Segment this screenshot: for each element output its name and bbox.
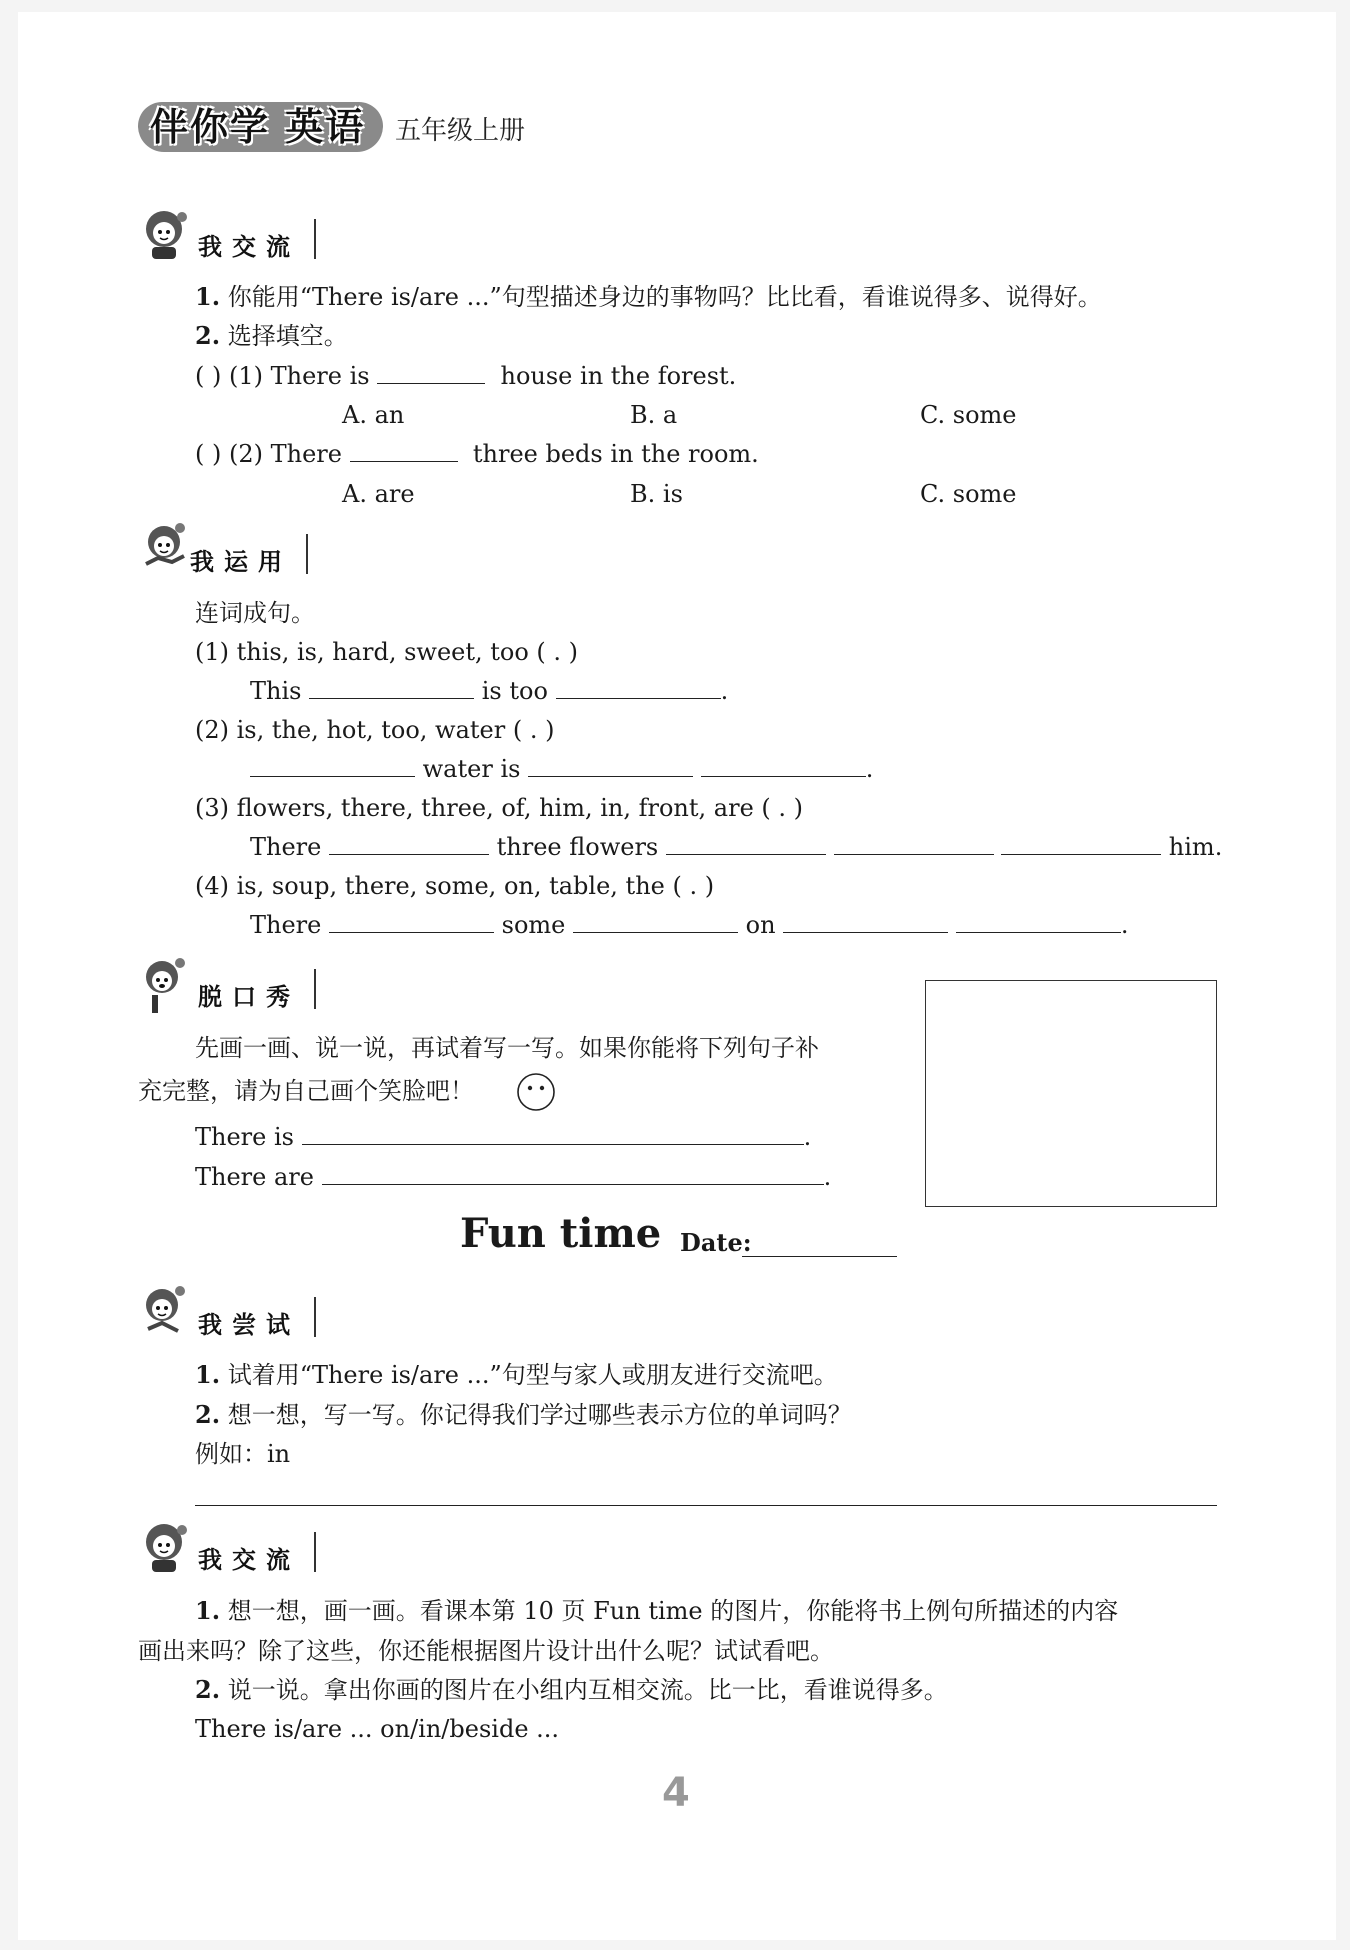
mascot-girl-icon <box>138 1518 194 1578</box>
s2-q3-answer: There three flowers him. <box>250 833 1223 861</box>
fun-time-title: Fun time <box>460 1210 662 1257</box>
section-header-apply <box>138 520 338 580</box>
fill-blank[interactable] <box>322 1162 824 1185</box>
s2-q4-answer: There some on . <box>250 911 1129 939</box>
section-header-communicate-2 <box>138 1518 338 1578</box>
fill-blank[interactable] <box>783 910 948 933</box>
date-label: Date: <box>680 1228 752 1257</box>
grade-label: 五年级上册 <box>395 116 526 146</box>
section-title: 我尝试 <box>198 1311 300 1339</box>
title-divider <box>314 1297 316 1337</box>
mascot-girl-icon <box>138 1283 194 1343</box>
fill-blank[interactable] <box>956 910 1121 933</box>
section-title: 我交流 <box>198 1546 300 1574</box>
answer-paren: ( ) <box>195 362 222 390</box>
section-title: 脱口秀 <box>198 983 300 1011</box>
s2-q2-answer: water is . <box>250 754 873 784</box>
s4-example: 例如：in <box>195 1440 291 1468</box>
fill-blank[interactable] <box>302 1122 804 1145</box>
s3-there-is-line: There is . <box>195 1123 812 1151</box>
s1-question-1: 1. 你能用“There is/are ...”句型描述身边的事物吗？比比看，看谁说得多、说得好。 <box>195 282 1102 311</box>
s2-q4-words: (4) is, soup, there, some, on, table, the ( . ) <box>195 872 715 900</box>
s3-instruction-line2: 充完整，请为自己画个笑脸吧！ <box>138 1077 474 1105</box>
s5-question-1-line1: 1. 想一想，画一画。看课本第 10 页 Fun time 的图片，你能将书上例句所描述的内容 <box>195 1596 1119 1625</box>
fill-blank[interactable] <box>666 832 826 855</box>
s2-q1-answer: This is too . <box>250 677 729 705</box>
fill-blank[interactable] <box>329 832 489 855</box>
title-divider <box>314 219 316 259</box>
s4-question-1: 1. 试着用“There is/are ...”句型与家人或朋友进行交流吧。 <box>195 1360 838 1389</box>
s3-there-are-line: There are . <box>195 1163 832 1191</box>
mascot-girl-icon <box>138 205 194 265</box>
s5-question-1-line2: 画出来吗？除了这些，你还能根据图片设计出什么呢？试试看吧。 <box>138 1637 834 1665</box>
date-field[interactable] <box>742 1256 897 1257</box>
option-a[interactable]: A. an <box>342 401 405 429</box>
s2-q3-words: (3) flowers, there, three, of, him, in, front, are ( . ) <box>195 794 804 822</box>
fill-blank[interactable] <box>556 676 721 699</box>
smiley-face-icon[interactable] <box>516 1072 556 1112</box>
section-header-try <box>138 1283 338 1343</box>
s2-intro: 连词成句。 <box>195 599 315 627</box>
option-b[interactable]: B. a <box>630 401 678 429</box>
fill-blank[interactable] <box>250 754 415 777</box>
fill-blank[interactable] <box>377 361 485 384</box>
fill-blank[interactable] <box>329 910 494 933</box>
option-c[interactable]: C. some <box>920 480 1017 508</box>
s4-question-2: 2. 想一想，写一写。你记得我们学过哪些表示方位的单词吗？ <box>195 1400 852 1429</box>
mascot-girl-icon <box>138 955 194 1015</box>
choice-item-1[interactable]: ( ) (1) There is house in the forest. <box>195 362 737 390</box>
choice-item-2[interactable]: ( ) (2) There three beds in the room. <box>195 440 759 468</box>
title-divider <box>306 534 308 574</box>
brand-title: 伴你学 英语 <box>150 105 366 149</box>
page-number: 4 <box>662 1770 690 1816</box>
title-divider <box>314 1532 316 1572</box>
s3-instruction-line1: 先画一画、说一说，再试着写一写。如果你能将下列句子补 <box>195 1034 819 1062</box>
section-header-communicate <box>138 205 338 265</box>
option-c[interactable]: C. some <box>920 401 1017 429</box>
s1-question-2: 2. 选择填空。 <box>195 321 348 350</box>
fill-blank[interactable] <box>573 910 738 933</box>
mascot-girl-icon <box>138 520 194 580</box>
answer-paren: ( ) <box>195 440 222 468</box>
s2-q1-words: (1) this, is, hard, sweet, too ( . ) <box>195 638 579 666</box>
fill-blank[interactable] <box>350 439 458 462</box>
option-a[interactable]: A. are <box>342 480 415 508</box>
fill-blank[interactable] <box>834 832 994 855</box>
fill-blank[interactable] <box>1001 832 1161 855</box>
section-title: 我运用 <box>190 548 292 576</box>
fill-blank[interactable] <box>309 676 474 699</box>
s5-sentence-pattern: There is/are ... on/in/beside ... <box>195 1715 560 1743</box>
title-divider <box>314 969 316 1009</box>
option-b[interactable]: B. is <box>630 480 683 508</box>
s2-q2-words: (2) is, the, hot, too, water ( . ) <box>195 716 555 744</box>
answer-line[interactable] <box>195 1505 1217 1506</box>
fill-blank[interactable] <box>528 754 693 777</box>
section-title: 我交流 <box>198 233 300 261</box>
section-header-talk-show <box>138 955 338 1015</box>
s5-question-2: 2. 说一说。拿出你画的图片在小组内互相交流。比一比，看谁说得多。 <box>195 1675 948 1704</box>
fill-blank[interactable] <box>701 754 866 777</box>
drawing-box[interactable] <box>925 980 1217 1207</box>
